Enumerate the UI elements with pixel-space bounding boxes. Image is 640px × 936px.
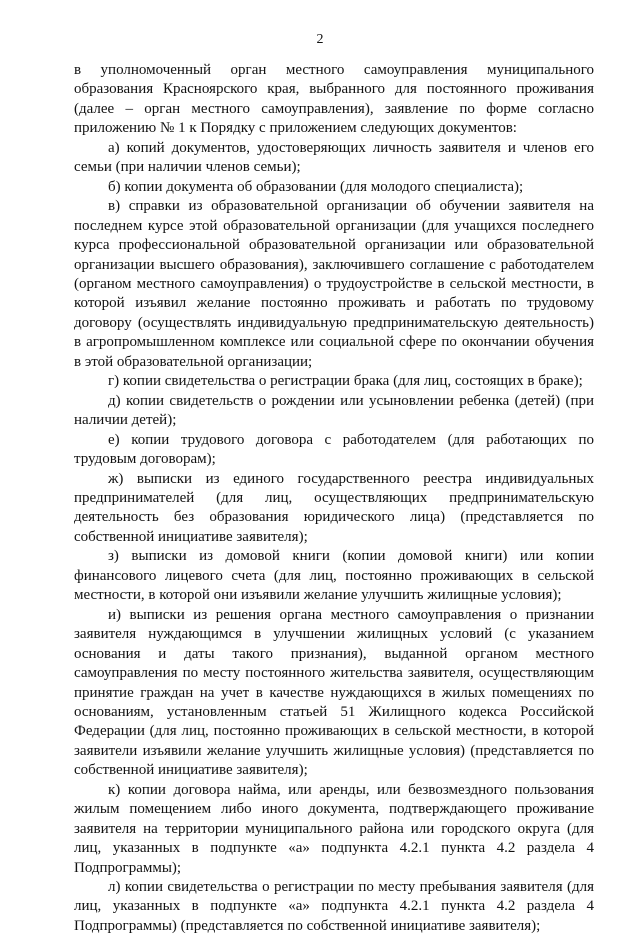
list-item-k: к) копии договора найма, или аренды, или безвозмездного пользования жилым помещением либо иного документа, подтверждающего проживание заявителя на территории муниципального района или городского округа (для лиц, указанных в подпункте «а» подпункта 4.2.1 пункта 4.2 раздела 4 Подпрограммы); [74,781,594,876]
list-item-l: л) копии свидетельства о регистрации по месту пребывания заявителя (для лиц, указанных в подпункте «а» подпункта 4.2.1 пункта 4.2 раздела 4 Подпрограммы) (представляется по собственной инициативе заявителя); [74,879,594,934]
list-item-a: а) копий документов, удостоверяющих личность заявителя и членов его семьи (при наличии членов семьи); [74,139,594,176]
list-item-z: з) выписки из домовой книги (копии домовой книги) или копии финансового лицевого счета (для лиц, постоянно проживающих в сельской местности, в которой они изъявили желание улучшить жилищные условия); [74,548,594,604]
paragraph-intro: в уполномоченный орган местного самоуправления муниципального образования Красноярского края, выбранного для постоянного проживания (далее – орган местного самоуправления), заявление по форме согласно приложению № 1 к Порядку с приложением следующих документов: [74,62,594,137]
list-item-e: е) копии трудового договора с работодателем (для работающих по трудовым договорам); [74,431,594,468]
list-item-zh: ж) выписки из единого государственного реестра индивидуальных предпринимателей (для лиц, осуществляющих предпринимательскую деятельность без образования юридического лица) (представляется по собственной инициативе заявителя); [74,470,594,545]
page-number: 2 [316,32,324,47]
list-item-v: в) справки из образовательной организации об обучении заявителя на последнем курсе этой образовательной организации (для учащихся последнего курса профессиональной образовательной организации или образовательной организации высшего образования), заключившего соглашение с работодателем (органом местного самоуправления) о трудоустройстве в сельской местности, в которой изъявил желание постоянно проживать и работать по трудовому договору (осуществлять индивидуальную предпринимательскую деятельность) в агропромышленном комплексе или социальной сфере по окончании обучения в этой образовательной организации; [74,198,594,370]
list-item-b: б) копии документа об образовании (для молодого специалиста); [108,178,524,195]
list-item-d: д) копии свидетельств о рождении или усыновлении ребенка (детей) (при наличии детей); [74,392,594,429]
list-item-g: г) копии свидетельства о регистрации брака (для лиц, состоящих в браке); [108,373,583,390]
document-body [74,61,594,936]
list-item-i: и) выписки из решения органа местного самоуправления о признании заявителя нуждающимся в улучшении жилищных условий (с указанием основания и даты такого признания), выданной органом местного самоуправления по месту постоянного жительства заявителя, осуществляющим принятие граждан на учет в качестве нуждающихся в жилых помещениях по основаниям, установленным статьей 51 Жилищного кодекса Российской Федерации (для лиц, постоянно проживающих в сельской местности, в которой заявители изъявили желание улучшить жилищные условия) (представляется по собственной инициативе заявителя); [74,606,594,779]
